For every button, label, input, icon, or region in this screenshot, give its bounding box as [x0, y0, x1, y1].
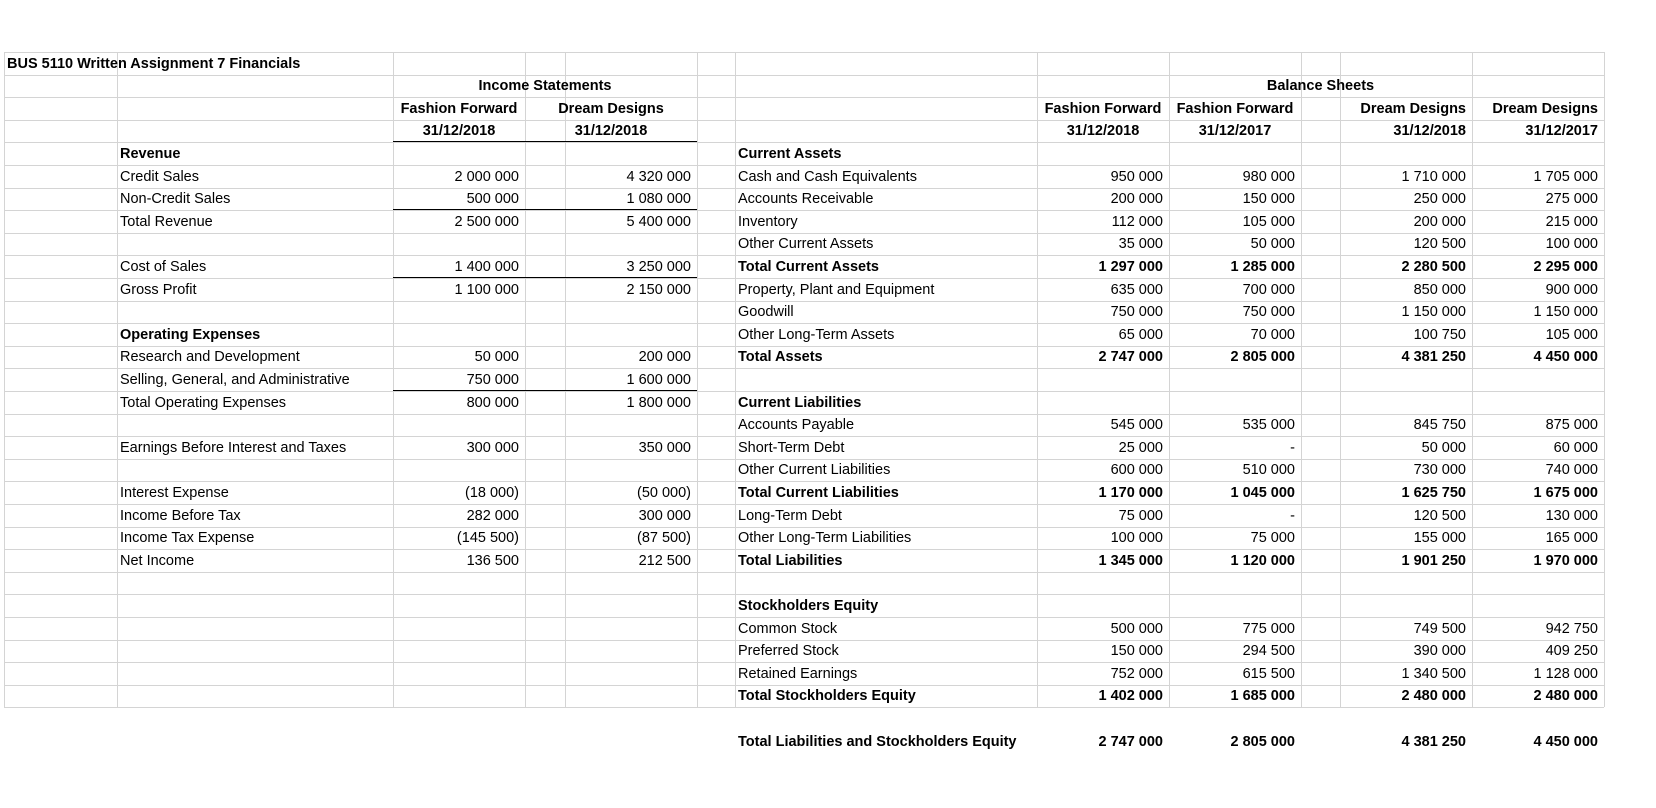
balance-value[interactable]	[1472, 572, 1604, 594]
income-company-1: Fashion Forward	[400, 100, 518, 117]
balance-row-label[interactable]	[735, 708, 1037, 730]
balance-value[interactable]: 1 402 000	[1098, 688, 1163, 705]
income-value-dream-designs[interactable]: 2 150 000	[626, 281, 691, 298]
balance-value[interactable]: 150 000	[1242, 191, 1295, 208]
balance-value[interactable]: 4 381 250	[1401, 733, 1466, 750]
balance-value[interactable]: 1 901 250	[1401, 552, 1466, 569]
balance-value[interactable]: 545 000	[1110, 417, 1163, 434]
balance-row-label[interactable]: Current Liabilities	[738, 394, 862, 411]
income-value-fashion-forward[interactable]: 750 000	[466, 371, 519, 388]
balance-value[interactable]: 1 685 000	[1230, 688, 1295, 705]
income-row-label[interactable]	[117, 233, 393, 255]
balance-company-header: Fashion Forward	[1176, 100, 1294, 117]
income-value-dream-designs[interactable]: 1 600 000	[626, 371, 691, 388]
balance-value[interactable]: 200 000	[1413, 213, 1466, 230]
balance-row-label[interactable]: Total Liabilities and Stockholders Equity	[738, 733, 1017, 750]
balance-value[interactable]: -	[1290, 507, 1295, 524]
balance-value[interactable]: 1 705 000	[1533, 168, 1598, 185]
balance-value[interactable]: 510 000	[1242, 462, 1295, 479]
income-row-label[interactable]: Operating Expenses	[120, 326, 261, 343]
balance-value[interactable]: 700 000	[1242, 281, 1295, 298]
balance-value[interactable]: 942 750	[1545, 620, 1598, 637]
balance-value[interactable]: 75 000	[1118, 507, 1163, 524]
income-row-label[interactable]: Total Revenue	[120, 213, 213, 230]
balance-row-label[interactable]: Total Liabilities	[738, 552, 843, 569]
income-row-label[interactable]: Selling, General, and Administrative	[120, 371, 350, 388]
income-row-label[interactable]: Income Tax Expense	[120, 530, 255, 547]
balance-value[interactable]: 112 000	[1111, 213, 1163, 230]
balance-row-label[interactable]: Accounts Receivable	[738, 191, 874, 208]
income-row-label[interactable]	[117, 459, 393, 481]
balance-value[interactable]	[1472, 369, 1604, 391]
balance-value[interactable]: 100 000	[1545, 236, 1598, 253]
balance-value[interactable]: 215 000	[1545, 213, 1598, 230]
income-value-dream-designs[interactable]: 5 400 000	[626, 213, 691, 230]
balance-row-label[interactable]: Inventory	[738, 213, 798, 230]
balance-row-label[interactable]	[735, 369, 1037, 391]
income-row-label[interactable]: Gross Profit	[120, 281, 197, 298]
balance-value[interactable]: 155 000	[1413, 530, 1466, 547]
balance-value[interactable]	[1169, 595, 1301, 617]
balance-value[interactable]: 752 000	[1110, 665, 1163, 682]
balance-value[interactable]	[1340, 392, 1472, 414]
balance-value[interactable]	[1340, 143, 1472, 165]
balance-row-label[interactable]: Total Current Assets	[738, 258, 879, 275]
income-row-label[interactable]: Credit Sales	[120, 168, 199, 185]
balance-value[interactable]: 875 000	[1545, 417, 1598, 434]
balance-company-header: Fashion Forward	[1044, 100, 1162, 117]
balance-row-label[interactable]: Total Assets	[738, 349, 823, 366]
income-value-dream-designs[interactable]: (50 000)	[636, 484, 691, 501]
income-value-fashion-forward[interactable]	[393, 324, 525, 346]
balance-row-label[interactable]: Accounts Payable	[738, 417, 855, 434]
balance-value[interactable]: 2 295 000	[1533, 258, 1598, 275]
income-value-dream-designs[interactable]	[525, 233, 697, 255]
balance-value[interactable]: 900 000	[1545, 281, 1598, 298]
accounting-underline	[525, 141, 697, 142]
balance-value[interactable]	[1037, 572, 1169, 594]
income-value-fashion-forward[interactable]: 1 400 000	[454, 258, 519, 275]
balance-value[interactable]: 850 000	[1413, 281, 1466, 298]
income-value-dream-designs[interactable]: 200 000	[638, 349, 691, 366]
income-value-fashion-forward[interactable]	[393, 143, 525, 165]
balance-value[interactable]: 500 000	[1110, 620, 1163, 637]
balance-value[interactable]: 1 150 000	[1533, 304, 1598, 321]
balance-value[interactable]: 1 710 000	[1401, 168, 1466, 185]
income-value-dream-designs[interactable]: 300 000	[638, 507, 691, 524]
accounting-underline	[393, 277, 525, 278]
balance-value[interactable]: 950 000	[1110, 168, 1163, 185]
income-value-dream-designs[interactable]: 4 320 000	[626, 168, 691, 185]
gridline-vertical	[1301, 52, 1302, 707]
balance-company-header: Dream Designs	[1360, 100, 1466, 117]
balance-row-label[interactable]: Preferred Stock	[738, 643, 839, 660]
balance-date-header: 31/12/2018	[1393, 123, 1466, 140]
income-row-label[interactable]: Cost of Sales	[120, 258, 207, 275]
balance-row-label[interactable]: Current Assets	[738, 145, 842, 162]
balance-value[interactable]: 75 000	[1250, 530, 1295, 547]
balance-row-label[interactable]: Property, Plant and Equipment	[738, 281, 935, 298]
balance-value[interactable]: 105 000	[1545, 326, 1598, 343]
balance-value[interactable]: 749 500	[1413, 620, 1466, 637]
balance-value[interactable]: 1 128 000	[1533, 665, 1598, 682]
income-value-fashion-forward[interactable]	[393, 301, 525, 323]
balance-row-label[interactable]: Other Long-Term Assets	[738, 326, 895, 343]
balance-value[interactable]: 1 297 000	[1098, 258, 1163, 275]
balance-value[interactable]: 390 000	[1413, 643, 1466, 660]
balance-value[interactable]: 750 000	[1110, 304, 1163, 321]
balance-value[interactable]: 740 000	[1545, 462, 1598, 479]
balance-value[interactable]	[1340, 572, 1472, 594]
balance-value[interactable]: 600 000	[1110, 462, 1163, 479]
income-value-dream-designs[interactable]: 1 080 000	[626, 191, 691, 208]
balance-value[interactable]: 100 000	[1110, 530, 1163, 547]
income-value-fashion-forward[interactable]: 2 500 000	[454, 213, 519, 230]
income-value-dream-designs[interactable]	[525, 301, 697, 323]
income-value-fashion-forward[interactable]	[393, 414, 525, 436]
balance-value[interactable]: 35 000	[1118, 236, 1163, 253]
income-value-dream-designs[interactable]	[525, 143, 697, 165]
balance-row-label[interactable]: Stockholders Equity	[738, 597, 879, 614]
balance-value[interactable]: 250 000	[1413, 191, 1466, 208]
balance-value[interactable]: 1 285 000	[1230, 258, 1295, 275]
balance-value[interactable]: 150 000	[1110, 643, 1163, 660]
balance-value[interactable]: 1 625 750	[1401, 484, 1466, 501]
gridline-vertical	[1604, 52, 1605, 707]
balance-value[interactable]	[1037, 369, 1169, 391]
income-row-label[interactable]: Net Income	[120, 552, 195, 569]
income-value-fashion-forward[interactable]: 800 000	[466, 394, 519, 411]
balance-value[interactable]: 1 120 000	[1230, 552, 1295, 569]
income-row-label[interactable]: Interest Expense	[120, 484, 229, 501]
income-value-dream-designs[interactable]: 212 500	[638, 552, 691, 569]
balance-date-header: 31/12/2017	[1525, 123, 1598, 140]
income-value-fashion-forward[interactable]: 300 000	[466, 439, 519, 456]
balance-value[interactable]: 845 750	[1413, 417, 1466, 434]
income-value-dream-designs[interactable]: (87 500)	[636, 530, 691, 547]
balance-row-label[interactable]: Other Current Liabilities	[738, 462, 891, 479]
balance-company-header: Dream Designs	[1492, 100, 1598, 117]
income-row-label[interactable]: Research and Development	[120, 349, 300, 366]
balance-value[interactable]: 1 150 000	[1401, 304, 1466, 321]
balance-value[interactable]: 2 747 000	[1098, 349, 1163, 366]
income-value-dream-designs[interactable]: 3 250 000	[626, 258, 691, 275]
balance-value[interactable]	[1169, 708, 1301, 730]
sheet-title: BUS 5110 Written Assignment 7 Financials	[7, 55, 301, 72]
balance-row-label[interactable]: Other Long-Term Liabilities	[738, 530, 912, 547]
income-value-fashion-forward[interactable]: 50 000	[474, 349, 519, 366]
balance-value[interactable]	[1037, 392, 1169, 414]
income-row-label[interactable]: Earnings Before Interest and Taxes	[120, 439, 347, 456]
balance-value[interactable]: 980 000	[1242, 168, 1295, 185]
balance-value[interactable]: 120 500	[1413, 507, 1466, 524]
balance-value[interactable]: 4 450 000	[1533, 733, 1598, 750]
balance-row-label[interactable]: Total Stockholders Equity	[738, 688, 916, 705]
income-date-1: 31/12/2018	[422, 123, 496, 140]
balance-value[interactable]	[1472, 392, 1604, 414]
income-value-fashion-forward[interactable]: 282 000	[466, 507, 519, 524]
balance-value[interactable]: 275 000	[1545, 191, 1598, 208]
balance-value[interactable]: 2 280 500	[1401, 258, 1466, 275]
balance-value[interactable]: 70 000	[1250, 326, 1295, 343]
balance-value[interactable]: 50 000	[1250, 236, 1295, 253]
balance-value[interactable]: 1 345 000	[1098, 552, 1163, 569]
balance-value[interactable]: 165 000	[1545, 530, 1598, 547]
balance-value[interactable]: 105 000	[1242, 213, 1295, 230]
balance-value[interactable]	[1340, 595, 1472, 617]
balance-value[interactable]: -	[1290, 439, 1295, 456]
balance-value[interactable]: 535 000	[1242, 417, 1295, 434]
income-row-label[interactable]: Total Operating Expenses	[120, 394, 287, 411]
balance-sheets-heading: Balance Sheets	[1266, 78, 1375, 95]
balance-value[interactable]: 2 805 000	[1230, 349, 1295, 366]
income-value-dream-designs[interactable]	[525, 459, 697, 481]
balance-value[interactable]: 1 675 000	[1533, 484, 1598, 501]
balance-value[interactable]: 130 000	[1545, 507, 1598, 524]
balance-value[interactable]: 409 250	[1545, 643, 1598, 660]
balance-value[interactable]	[1169, 572, 1301, 594]
income-date-2: 31/12/2018	[574, 123, 648, 140]
accounting-underline	[393, 141, 525, 142]
income-value-fashion-forward[interactable]: (145 500)	[456, 530, 519, 547]
balance-value[interactable]: 2 480 000	[1533, 688, 1598, 705]
balance-row-label[interactable]: Long-Term Debt	[738, 507, 842, 524]
income-value-dream-designs[interactable]	[525, 414, 697, 436]
balance-value[interactable]: 1 170 000	[1098, 484, 1163, 501]
income-company-2: Dream Designs	[558, 100, 664, 117]
income-value-fashion-forward[interactable]: (18 000)	[464, 484, 519, 501]
balance-date-header: 31/12/2018	[1066, 123, 1140, 140]
balance-value[interactable]	[1037, 143, 1169, 165]
balance-value[interactable]: 25 000	[1118, 439, 1163, 456]
balance-value[interactable]: 1 045 000	[1230, 484, 1295, 501]
income-value-dream-designs[interactable]: 350 000	[638, 439, 691, 456]
gridline-vertical	[4, 52, 5, 707]
income-statements-heading: Income Statements	[478, 78, 612, 95]
balance-row-label[interactable]: Total Current Liabilities	[738, 484, 899, 501]
income-row-label[interactable]: Non-Credit Sales	[120, 191, 231, 208]
balance-value[interactable]	[1340, 708, 1472, 730]
accounting-underline	[525, 390, 697, 391]
income-row-label[interactable]	[117, 301, 393, 323]
balance-value[interactable]: 294 500	[1242, 643, 1295, 660]
balance-value[interactable]: 4 450 000	[1533, 349, 1598, 366]
balance-row-label[interactable]	[735, 572, 1037, 594]
balance-value[interactable]: 750 000	[1242, 304, 1295, 321]
balance-value[interactable]: 120 500	[1413, 236, 1466, 253]
income-value-fashion-forward[interactable]: 500 000	[466, 191, 519, 208]
balance-value[interactable]: 2 805 000	[1230, 733, 1295, 750]
balance-value[interactable]: 65 000	[1118, 326, 1163, 343]
balance-value[interactable]: 60 000	[1553, 439, 1598, 456]
balance-row-label[interactable]: Short-Term Debt	[738, 439, 845, 456]
income-value-dream-designs[interactable]	[525, 324, 697, 346]
gridline-vertical	[697, 52, 698, 707]
income-value-fashion-forward[interactable]	[393, 233, 525, 255]
balance-value[interactable]: 200 000	[1110, 191, 1163, 208]
balance-value[interactable]: 1 340 500	[1401, 665, 1466, 682]
balance-value[interactable]: 635 000	[1110, 281, 1163, 298]
balance-value[interactable]	[1037, 708, 1169, 730]
balance-value[interactable]	[1472, 708, 1604, 730]
balance-row-label[interactable]: Common Stock	[738, 620, 838, 637]
accounting-underline	[393, 209, 525, 210]
balance-value[interactable]	[1169, 143, 1301, 165]
balance-row-label[interactable]: Other Current Assets	[738, 236, 874, 253]
income-row-label[interactable]: Revenue	[120, 145, 181, 162]
income-value-fashion-forward[interactable]: 1 100 000	[454, 281, 519, 298]
income-row-label[interactable]: Income Before Tax	[120, 507, 241, 524]
income-value-fashion-forward[interactable]: 136 500	[466, 552, 519, 569]
balance-value[interactable]	[1169, 392, 1301, 414]
balance-value[interactable]	[1340, 369, 1472, 391]
balance-value[interactable]: 730 000	[1413, 462, 1466, 479]
balance-value[interactable]: 2 747 000	[1098, 733, 1163, 750]
income-value-fashion-forward[interactable]	[393, 459, 525, 481]
balance-value[interactable]: 775 000	[1242, 620, 1295, 637]
income-value-fashion-forward[interactable]: 2 000 000	[454, 168, 519, 185]
balance-value[interactable]	[1472, 595, 1604, 617]
balance-value[interactable]: 4 381 250	[1401, 349, 1466, 366]
balance-value[interactable]: 1 970 000	[1533, 552, 1598, 569]
balance-row-label[interactable]: Cash and Cash Equivalents	[738, 168, 917, 185]
accounting-underline	[525, 277, 697, 278]
balance-value[interactable]	[1472, 143, 1604, 165]
balance-row-label[interactable]: Goodwill	[738, 304, 794, 321]
balance-value[interactable]	[1037, 595, 1169, 617]
balance-value[interactable]: 50 000	[1421, 439, 1466, 456]
income-row-label[interactable]	[117, 414, 393, 436]
income-value-dream-designs[interactable]: 1 800 000	[626, 394, 691, 411]
balance-value[interactable]: 2 480 000	[1401, 688, 1466, 705]
accounting-underline	[525, 209, 697, 210]
balance-value[interactable]: 615 500	[1242, 665, 1295, 682]
accounting-underline	[393, 390, 525, 391]
balance-date-header: 31/12/2017	[1198, 123, 1272, 140]
balance-value[interactable]: 100 750	[1413, 326, 1466, 343]
balance-value[interactable]	[1169, 369, 1301, 391]
balance-row-label[interactable]: Retained Earnings	[738, 665, 858, 682]
